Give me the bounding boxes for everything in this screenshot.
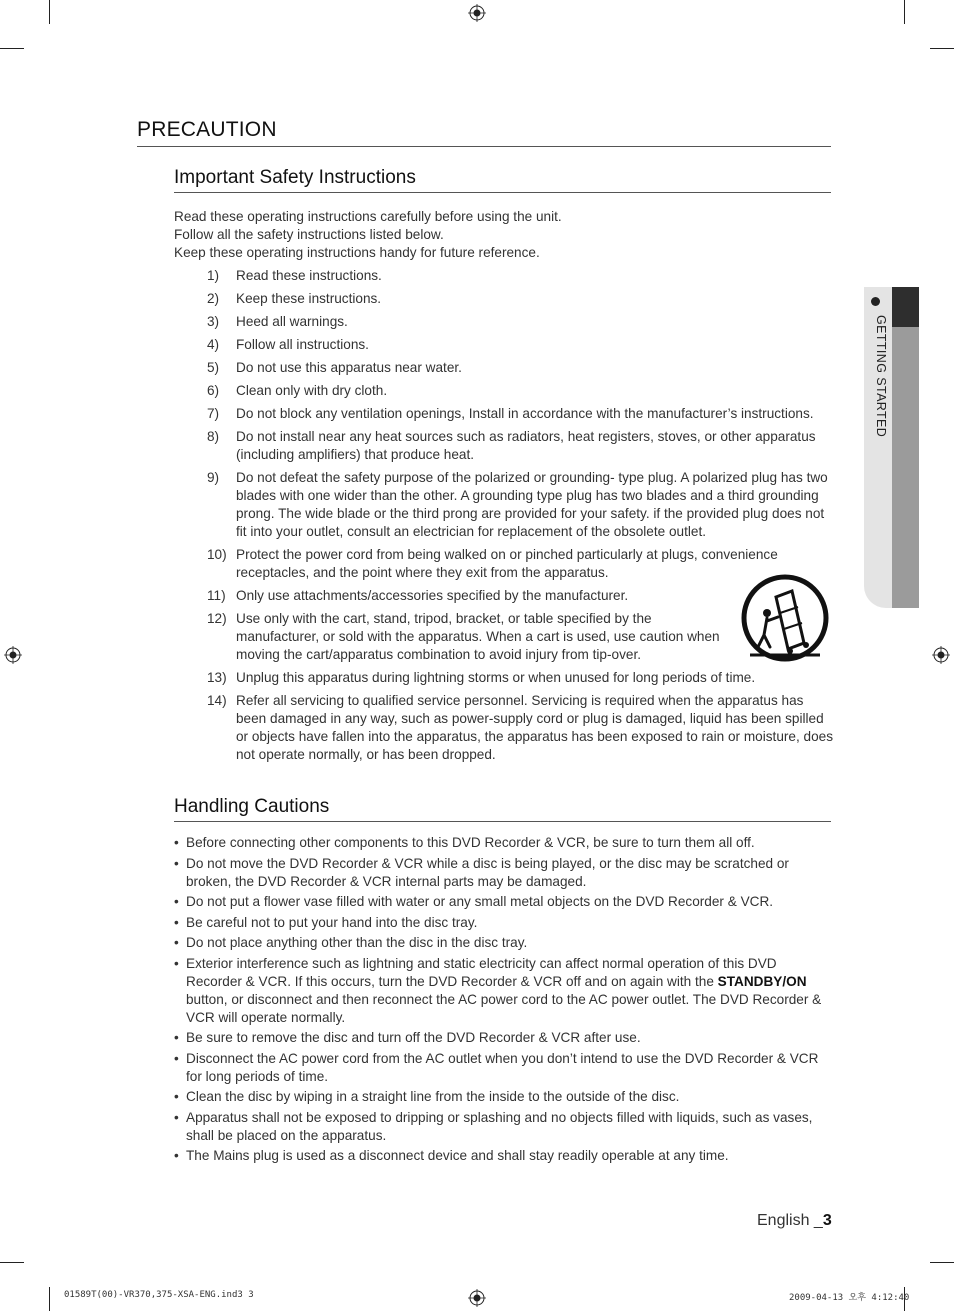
bullet: • [174,1089,179,1104]
step-number: 6) [207,383,220,398]
list-item [174,955,834,1027]
list-item [174,1109,834,1145]
list-item [174,914,834,932]
list-item [174,1050,834,1086]
list-item [174,1029,834,1047]
step-text: Do not install near any heat sources such as radiators, heat registers, stoves, or other apparatus (including amplifiers) that produce heat. [236,429,816,462]
list-item [174,893,834,911]
standby-on-label: STANDBY/ON [717,973,807,989]
bullet: • [174,1030,179,1045]
caution-text: Apparatus shall not be exposed to dripping or splashing and no objects filled with liquids, such as vases, shall be placed on the apparatus. [186,1109,813,1143]
step-text: Follow all instructions. [236,337,369,352]
step-text: Unplug this apparatus during lightning storms or when unused for long periods of time. [236,670,756,685]
footer-language: English _ [757,1212,823,1229]
list-item [207,290,837,308]
section-title-handling: Handling Cautions [174,796,831,822]
bullet: • [174,914,179,930]
list-item [207,428,837,464]
step-text: Clean only with dry cloth. [236,383,388,398]
step-text: Refer all servicing to qualified service personnel. Servicing is required when the apparatus has been damaged in any way, such as power-supply cord or plug is damaged, liquid has been spilled or objects have fallen into the apparatus, the apparatus has been exposed to rain or moisture, does not operate normally, or has been dropped. [236,693,833,762]
tab-grey-block [892,327,919,608]
bullet: • [174,1148,179,1163]
chapter-label: GETTING STARTED [874,315,888,438]
print-slug-file: 01589T(00)-VR370,375-XSA-ENG.ind3 3 [64,1290,254,1300]
step-text: Keep these instructions. [236,291,382,306]
bullet: • [174,935,179,950]
list-item [207,382,837,400]
list-item [207,313,837,331]
bullet: • [174,1109,179,1125]
caution-text-part: button, or disconnect and then reconnect the AC power cord to the AC power outlet. The DVD Recorder & VCR will operate normally. [186,991,822,1025]
step-number: 13) [207,670,227,685]
list-item [207,359,837,377]
crop-mark [49,1287,50,1311]
caution-text: Be sure to remove the disc and turn off the DVD Recorder & VCR after use. [186,1030,641,1045]
tab-dark-block [892,287,919,327]
tab-bullet-icon [871,297,880,306]
caution-text: Be careful not to put your hand into the disc tray. [186,914,478,930]
intro-line: Follow all the safety instructions listed below. [174,227,444,242]
step-number: 12) [207,611,227,626]
step-number: 14) [207,693,227,708]
list-item [207,267,837,285]
step-number: 8) [207,429,220,444]
step-number: 10) [207,547,227,562]
step-number: 11) [207,588,226,603]
list-item [207,405,837,423]
crop-mark [930,48,954,49]
step-text: Protect the power cord from being walked on or pinched particularly at plugs, convenience receptacles, and the point where they exit from the apparatus. [236,547,778,580]
bullet: • [174,894,179,909]
bullet: • [174,1050,179,1066]
step-number: 5) [207,360,220,375]
footer-page-number: 3 [822,1212,832,1229]
step-text: Do not block any ventilation openings, Install in accordance with the manufacturer’s instructions. [236,406,814,421]
print-slug-date: 2009-04-13 오후 4:12:40 [789,1293,910,1303]
crop-mark [49,0,50,24]
caution-text: Disconnect the AC power cord from the AC outlet when you don’t intend to use the DVD Recorder & VCR for long periods of time. [186,1050,819,1084]
step-number: 7) [207,406,220,421]
list-item [207,336,837,354]
caution-text [186,955,834,1027]
caution-text: Before connecting other components to this DVD Recorder & VCR, be sure to turn them all off. [186,835,755,850]
caution-text-part: Exterior interference such as lightning and static electricity can affect normal operation of this DVD Recorder & VCR. If this occurs, turn the DVD Recorder & VCR off and on again with the [186,955,777,989]
list-item [174,834,834,852]
step-text: Read these instructions. [236,268,382,283]
caution-text: Do not move the DVD Recorder & VCR while a disc is being played, or the disc may be scratched or broken, the DVD Recorder & VCR internal parts may be damaged. [186,855,789,889]
bullet: • [174,955,179,971]
step-number: 1) [207,268,220,283]
step-text: Only use attachments/accessories specified by the manufacturer. [236,588,629,603]
step-text: Do not defeat the safety purpose of the polarized or grounding- type plug. A polarized plug has two blades with one wider than the other. A grounding type plug has two blades and a third grounding prong. The wide blade or the third prong are provided for your safety. if the provided plug does not fit into your outlet, consult an electrician for replacement of the obsolete outlet. [236,470,828,539]
registration-mark-icon [932,646,950,664]
registration-mark-icon [468,1289,486,1307]
handling-cautions-list [174,834,834,1168]
bullet: • [174,835,179,850]
crop-mark [0,48,24,49]
page-title: PRECAUTION [137,118,831,147]
list-item [207,692,837,764]
list-item [174,855,834,891]
list-item [207,469,837,541]
caution-text: Do not put a flower vase filled with water or any small metal objects on the DVD Recorder & VCR. [186,894,774,909]
caution-text: The Mains plug is used as a disconnect device and shall stay readily operable at any time. [186,1148,729,1163]
list-item [174,934,834,952]
registration-mark-icon [4,646,22,664]
step-number: 9) [207,470,220,485]
step-number: 4) [207,337,220,352]
intro-line: Read these operating instructions carefully before using the unit. [174,209,562,224]
list-item [174,1088,834,1106]
cart-tip-over-warning-icon [740,573,830,663]
intro-line: Keep these operating instructions handy for future reference. [174,245,540,260]
step-text: Heed all warnings. [236,314,348,329]
chapter-side-tab [864,287,919,608]
list-item [207,669,837,687]
crop-mark [930,1262,954,1263]
safety-steps-list [207,267,837,769]
caution-text: Clean the disc by wiping in a straight line from the inside to the outside of the disc. [186,1089,680,1104]
safety-intro [174,208,834,262]
section-title-safety: Important Safety Instructions [174,167,831,193]
step-text: Do not use this apparatus near water. [236,360,462,375]
page-number [757,1212,832,1230]
crop-mark [904,0,905,24]
crop-mark [0,1262,24,1263]
caution-text: Do not place anything other than the disc in the disc tray. [186,935,528,950]
list-item [174,1147,834,1165]
step-number: 2) [207,291,220,306]
step-text: Use only with the cart, stand, tripod, bracket, or table specified by the manufacturer, or sold with the apparatus. When a cart is used, use caution when moving the cart/apparatus combination to avoid injury from tip-over. [236,611,720,662]
registration-mark-icon [468,4,486,22]
bullet: • [174,855,179,871]
step-number: 3) [207,314,220,329]
